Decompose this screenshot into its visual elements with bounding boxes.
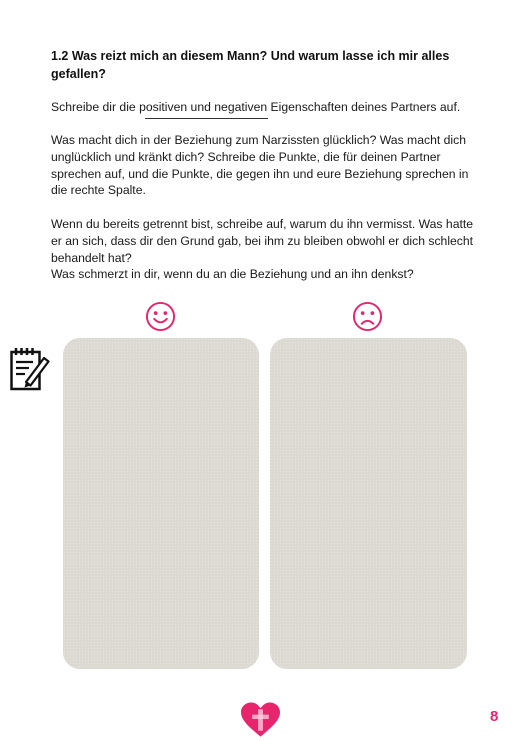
frowny-icon (352, 301, 383, 332)
page-number: 8 (490, 708, 499, 725)
pain-text: Was schmerzt in dir, wenn du an die Beziehung und an ihn denkst? (51, 267, 414, 281)
instruction-text: Schreibe dir die positiven und negativen Eigenschaften deines Partners auf. (51, 100, 461, 114)
separated-text: Wenn du bereits getrennt bist, schreibe auf, warum du ihn vermisst. Was hatte er an sich, dass dir den Grund gab, bei ihm zu bleiben obwohl er dich schlecht behandelt hat? (51, 217, 474, 265)
heart-cross-icon (241, 702, 280, 738)
negative-points-panel[interactable] (270, 338, 467, 669)
positive-points-panel[interactable] (63, 338, 259, 669)
happy-unhappy-text: Was macht dich in der Beziehung zum Narzissten glücklich? Was macht dich unglücklich und kränkt dich? Schreibe die Punkte, die für deinen Partner sprechen auf, und die Punkte, die gegen ihn und eure Beziehung sprechen in die rechte Spalte. (51, 133, 469, 198)
smiley-icon (145, 301, 176, 332)
section-heading: 1.2 Was reizt mich an diesem Mann? Und warum lasse ich mir alles gefallen? (51, 49, 450, 81)
instruction-underline (145, 118, 268, 119)
notepad-pencil-icon (9, 346, 51, 392)
